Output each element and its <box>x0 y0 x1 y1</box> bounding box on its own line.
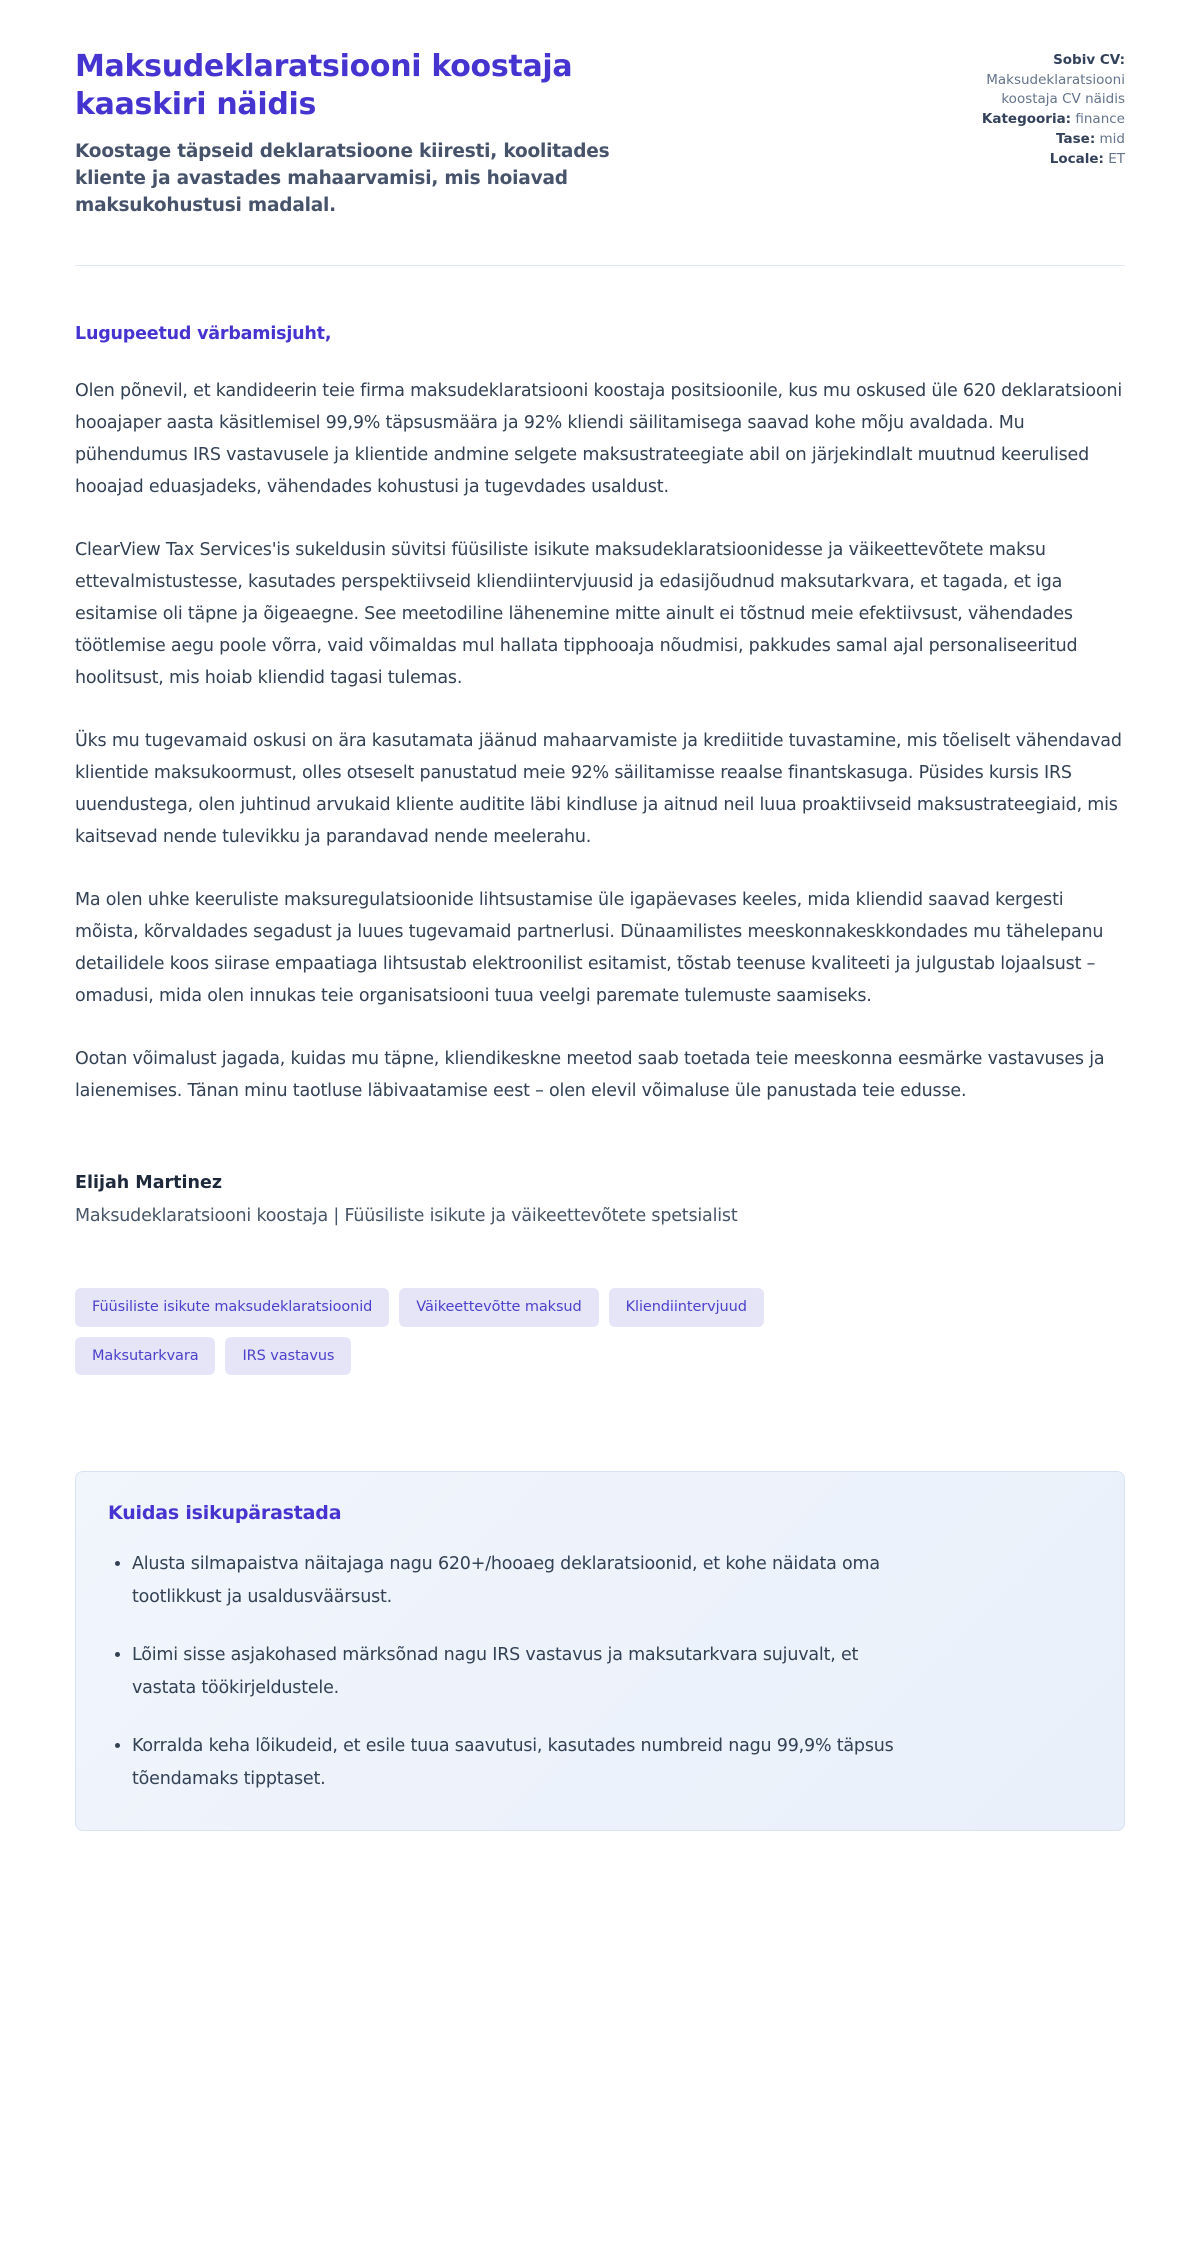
meta-locale <box>933 150 1125 169</box>
tip-item-2: • Lõimi sisse asjakohased märksõnad nagu IRS vastavus ja maksutarkvara sujuvalt, et vastata töökirjeldustele. <box>132 1639 908 1705</box>
tip-item-1: • Alusta silmapaistva näitajaga nagu 620+/hooaeg deklaratsioonid, et kohe näidata oma tootlikkust ja usaldusväärsust. <box>132 1548 908 1614</box>
tips-list <box>108 1548 908 1796</box>
letter-paragraph-3: Üks mu tugevamaid oskusi on ära kasutamata jäänud mahaarvamiste ja krediitide tuvastamine, mis tõeliselt vähendavad klientide maksukoormust, olles otseselt panustatud meie 92% säilitamisse reaalse finantskasuga. Püsides kursis IRS uuendustega, olen juhtinud arvukaid kliente auditite läbi kindluse ja aitnud neil luua proaktiivseid maksustrateegiaid, mis kaitsevad nende tulevikku ja parandavad nende meelerahu. <box>75 731 1122 847</box>
tip-item-3: • Korralda keha lõikudeid, et esile tuua saavutusi, kasutades numbreid nagu 99,9% täpsus tõendamaks tipptaset. <box>132 1730 908 1796</box>
header <box>75 48 1125 219</box>
letter-paragraph-4: Ma olen uhke keeruliste maksuregulatsioonide lihtsustamise üle igapäevases keeles, mida kliendid saavad kergesti mõista, kõrvaldades segadust ja luues tugevamaid partnerlusi. Dünaamilistes meeskonnakeskkondades mu tähelepanu detailidele koos siirase empaatiaga lihtsustab elektroonilist esitamist, tõstab teenuse kvaliteeti ja julgustab lojaalsust – omadusi, mida olen innukas teie organisatsiooni tuua veelgi paremate tulemuste saamiseks. <box>75 890 1104 1006</box>
tips-title: Kuidas isikupärastada <box>108 1502 342 1524</box>
page-title: Maksudeklaratsiooni koostaja kaaskiri näidis <box>75 49 573 122</box>
meta-level-value: mid <box>1099 131 1125 147</box>
signature-block <box>75 1173 1125 1226</box>
page-subtitle: Koostage täpseid deklaratsioone kiiresti, koolitades kliente ja avastades mahaarvamisi, mis hoiavad maksukohustusi madalal. <box>75 141 610 216</box>
meta-category <box>933 110 1125 129</box>
signature-name: Elijah Martinez <box>75 1173 223 1193</box>
letter-greeting: Lugupeetud värbamisjuht, <box>75 324 332 344</box>
letter-paragraph-5: Ootan võimalust jagada, kuidas mu täpne, kliendikeskne meetod saab toetada teie meeskonna eesmärke vastavuses ja laienemises. Tänan minu taotluse läbivaatamise eest – olen elevil võimaluse üle panustada teie edusse. <box>75 1049 1105 1101</box>
header-left <box>75 48 893 219</box>
cover-letter-body <box>75 324 1125 1226</box>
meta-cv-value: Maksudeklaratsiooni koostaja CV näidis <box>986 72 1125 107</box>
meta-category-label: Kategooria: <box>981 111 1072 127</box>
meta-level-label: Tase: <box>1056 131 1096 147</box>
letter-paragraph-1: Olen põnevil, et kandideerin teie firma maksudeklaratsiooni koostaja positsioonile, kus mu oskused üle 620 deklaratsiooni hooajaper aasta käsitlemisel 99,9% täpsusmäära ja 92% kliendi säilitamisega saavad kohe mõju avaldada. Mu pühendumus IRS vastavusele ja klientide andmine selgete maksustrateegiate abil on järjekindlalt muutnud keerulised hooajad eduasjadeks, vähendades kohustusi ja tugevdades usaldust. <box>75 381 1122 497</box>
tag-chip-tax-software: Maksutarkvara <box>75 1337 215 1376</box>
tag-chip-small-business-taxes: Väikeettevõtte maksud <box>399 1288 598 1327</box>
tag-chip-irs-compliance: IRS vastavus <box>225 1337 351 1376</box>
meta-level <box>933 130 1125 149</box>
tag-chip-personal-tax-returns: Füüsiliste isikute maksudeklaratsioonid <box>75 1288 389 1327</box>
meta-category-value: finance <box>1075 111 1125 127</box>
tag-chip-client-interviews: Kliendiintervjuud <box>609 1288 764 1327</box>
meta-panel <box>933 48 1125 219</box>
meta-cv-label: Sobiv CV: <box>1053 52 1125 68</box>
tag-list <box>75 1288 875 1375</box>
header-divider <box>75 265 1125 266</box>
meta-locale-label: Locale: <box>1049 151 1104 167</box>
personalization-tips-box <box>75 1471 1125 1831</box>
signature-title: Maksudeklaratsiooni koostaja | Füüsiliste isikute ja väikeettevõtete spetsialist <box>75 1206 738 1226</box>
letter-paragraph-2: ClearView Tax Services'is sukeldusin süvitsi füüsiliste isikute maksudeklaratsioonidesse ja väikeettevõtete maksu ettevalmistustesse, kasutades perspektiivseid kliendiintervjuusid ja edasijõudnud maksutarkvara, et tagada, et iga esitamise oli täpne ja õigeaegne. See meetodiline lähenemine mitte ainult ei tõstnud meie efektiivsust, vähendades töötlemise aegu poole võrra, vaid võimaldas mul hallata tipphooaja nõudmisi, pakkudes samal ajal personaliseeritud hoolitsust, mis hoiab kliendid tagasi tulemas. <box>75 540 1078 688</box>
meta-locale-value: ET <box>1108 151 1125 167</box>
